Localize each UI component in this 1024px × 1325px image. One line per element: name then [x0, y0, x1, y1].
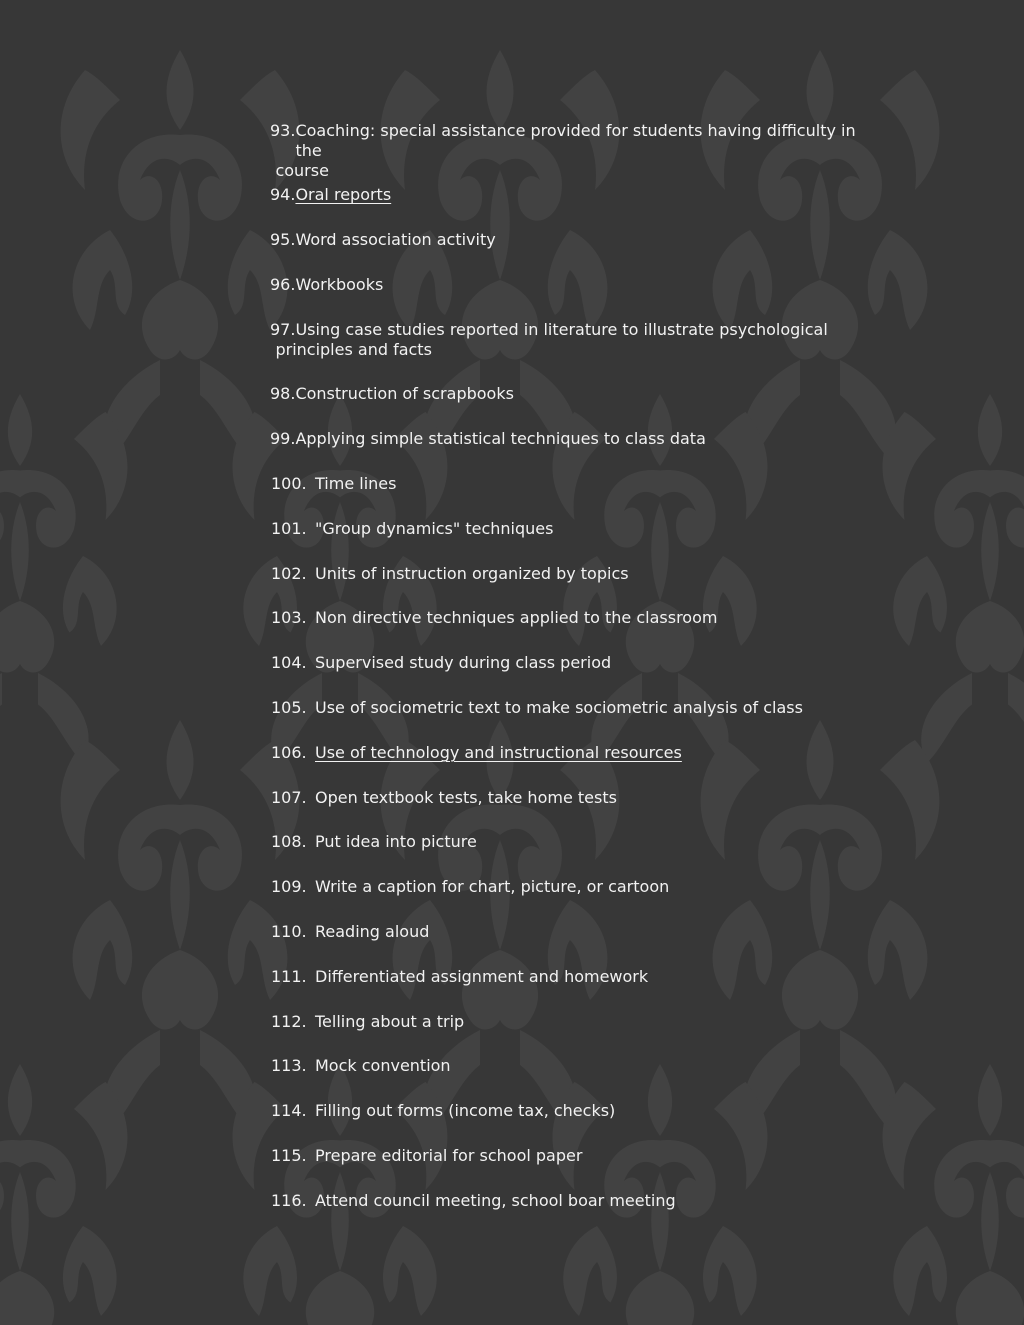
item-text: Put idea into picture [315, 832, 477, 852]
item-text: Time lines [315, 474, 397, 493]
list-item-114 [270, 1101, 870, 1146]
item-text [315, 743, 870, 788]
item-number: 109. [271, 877, 307, 897]
list-item-115 [270, 1146, 870, 1191]
item-number: 98. [270, 384, 296, 403]
list-item-113 [270, 1056, 870, 1101]
item-number: 94. [270, 185, 296, 204]
list-item-94 [270, 185, 870, 230]
item-number: 106. [271, 742, 307, 762]
item-number: 102. [271, 563, 307, 583]
item-text: Differentiated assignment and homework [315, 966, 649, 986]
methods-list [270, 121, 870, 1236]
item-text: Attend council meeting, school boar meeting [315, 1190, 676, 1210]
item-text: Applying simple statistical techniques to class data [295, 429, 706, 448]
item-text-line2: principles and facts [275, 340, 432, 359]
item-number: 100. [271, 474, 307, 493]
item-text: Prepare editorial for school paper [315, 1145, 583, 1165]
item-text: Mock convention [315, 1056, 451, 1076]
item-number: 113. [271, 1056, 307, 1076]
list-item-98 [270, 384, 870, 429]
item-text: Write a caption for chart, picture, or cartoon [315, 877, 670, 897]
item-number: 93. [270, 121, 296, 140]
list-item-101 [270, 519, 870, 564]
list-item-93 [270, 121, 870, 185]
item-text: Supervised study during class period [315, 653, 612, 673]
item-number: 112. [271, 1011, 307, 1031]
list-item-104 [270, 653, 870, 698]
list-item-97 [270, 320, 870, 384]
item-number: 114. [271, 1101, 307, 1121]
item-number: 99. [270, 429, 296, 448]
item-number: 108. [271, 832, 307, 852]
list-item-107 [270, 788, 870, 833]
item-number: 116. [271, 1190, 307, 1210]
list-item-110 [270, 922, 870, 967]
item-text: Use of sociometric text to make sociometric analysis of class [315, 697, 803, 717]
list-item-108 [270, 832, 870, 877]
item-text: Filling out forms (income tax, checks) [315, 1101, 616, 1121]
item-text-line2: course [275, 161, 329, 180]
item-text: Workbooks [295, 275, 384, 294]
item-number: 101. [271, 518, 307, 538]
item-text-underlined: Use of technology and instructional resources [315, 742, 682, 762]
list-item-112 [270, 1012, 870, 1057]
list-item-111 [270, 967, 870, 1012]
list-item-95 [270, 230, 870, 275]
item-text: "Group dynamics" techniques [315, 518, 554, 538]
item-text: Word association activity [295, 230, 496, 249]
item-number: 96. [270, 275, 296, 294]
item-number: 104. [271, 653, 307, 673]
item-number: 105. [271, 697, 307, 717]
item-text: Reading aloud [315, 921, 430, 941]
item-number: 115. [271, 1145, 307, 1165]
list-item-96 [270, 275, 870, 320]
item-number: 103. [271, 608, 307, 628]
item-text: Open textbook tests, take home tests [315, 787, 617, 807]
item-text: Units of instruction organized by topics [315, 563, 629, 583]
item-number: 97. [270, 320, 296, 339]
item-text: Oral reports [295, 185, 392, 204]
list-item-105 [270, 698, 870, 743]
item-number: 107. [271, 787, 307, 807]
list-item-106 [270, 743, 870, 788]
item-text: Non directive techniques applied to the classroom [315, 608, 718, 628]
item-text-line1: Coaching: special assistance provided for students having difficulty in the [295, 121, 856, 160]
item-text-line1: Using case studies reported in literature to illustrate psychological [295, 320, 828, 339]
list-item-116 [270, 1191, 870, 1236]
list-item-99 [270, 429, 870, 474]
item-number: 111. [271, 966, 307, 986]
item-text: Construction of scrapbooks [295, 384, 514, 403]
list-item-100 [270, 474, 870, 519]
item-number: 110. [271, 921, 307, 941]
list-item-103 [270, 608, 870, 653]
item-number: 95. [270, 230, 296, 249]
item-text: Telling about a trip [315, 1011, 465, 1031]
list-item-102 [270, 564, 870, 609]
list-item-109 [270, 877, 870, 922]
